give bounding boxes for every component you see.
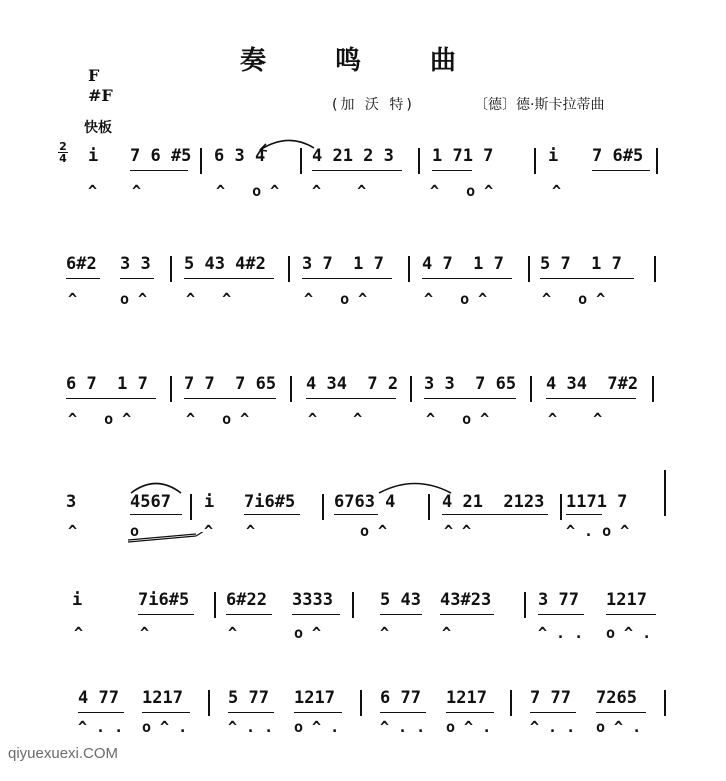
articulation-mark: ^ [68,290,78,308]
bar-line [410,376,412,402]
articulation-mark: ^ [68,522,78,540]
beam-line [540,278,634,279]
note-group: 7 77 [530,688,571,708]
beam-line [380,712,426,713]
beam-line [302,278,392,279]
key-signature-line-2: #F [88,86,113,105]
bar-line [534,148,536,174]
note-group: i [548,146,559,166]
beam-line [424,398,516,399]
articulation-mark: o ^ . [596,718,642,736]
bar-line [200,148,202,174]
articulation-mark: o ^ . [606,624,652,642]
bar-line [510,690,512,716]
articulation-mark: ^ . . [530,718,576,736]
bar-line [288,256,290,282]
note-group: i [72,590,83,610]
bar-line [408,256,410,282]
beam-line [120,278,154,279]
beam-line [292,614,340,615]
note-group: 7 6#5 [592,146,644,166]
note-group: i [88,146,99,166]
note-group: 3 7 1 7 [302,254,384,274]
articulation-mark: ^ [204,522,214,540]
beam-line [566,514,602,515]
note-group: 1217 [142,688,183,708]
slur-mark [258,134,318,154]
bar-line [664,470,666,516]
note-group: 5 43 4#2 [184,254,266,274]
articulation-mark: ^ . o ^ [566,522,630,540]
piece-title: 奏 鸣 曲 [239,46,487,76]
glissando-line [126,532,216,546]
articulation-mark: ^ [228,624,238,642]
beam-line [442,514,548,515]
bar-line [428,494,430,520]
note-group: 4 34 7#2 [546,374,639,394]
note-group: 6 3 4 [214,146,266,166]
bar-line [664,690,666,716]
note-group: 7i6#5 [244,492,296,512]
bar-line [360,690,362,716]
bar-line [170,376,172,402]
beam-line [130,170,188,171]
articulation-mark: ^ o ^ [424,290,488,308]
note-group: 7 6 #5 [130,146,192,166]
beam-line [312,170,402,171]
articulation-mark: o ^ [120,290,148,308]
beam-line [432,170,472,171]
articulation-mark: ^ [88,182,98,200]
articulation-mark: ^ [132,182,142,200]
bar-line [322,494,324,520]
note-group: 6763 4 [334,492,396,512]
articulation-mark: ^ ^ [308,410,363,428]
note-group: 43#23 [440,590,492,610]
bar-line [654,256,656,282]
slur-mark [128,478,184,496]
note-group: 4567 [130,492,171,512]
time-signature-bottom: 4 [59,152,67,165]
note-group: 1217 [294,688,335,708]
beam-line [184,398,276,399]
articulation-mark: o ^ . [294,718,340,736]
note-group: 5 7 1 7 [540,254,622,274]
beam-line [422,278,512,279]
bar-line [290,376,292,402]
bar-line [418,148,420,174]
note-group: 5 77 [228,688,269,708]
bar-line [190,494,192,520]
bar-line [652,376,654,402]
beam-line [78,712,124,713]
tempo-marking: 快板 [84,120,112,136]
note-group: 4 77 [78,688,119,708]
articulation-mark: o ^ [294,624,322,642]
beam-line [226,614,272,615]
beam-line [446,712,494,713]
beam-line [66,398,156,399]
note-group: 4 21 2123 [442,492,545,512]
beam-line [596,712,646,713]
articulation-mark: ^ o ^ [68,410,132,428]
beam-line [334,514,378,515]
articulation-mark: ^ o ^ [430,182,494,200]
beam-line [66,278,100,279]
note-group: 5 43 [380,590,421,610]
bar-line [208,690,210,716]
articulation-mark: ^ o ^ [304,290,368,308]
note-group: 4 7 1 7 [422,254,504,274]
note-group: 3 [66,492,77,512]
note-group: 7265 [596,688,637,708]
note-group: 6#22 [226,590,267,610]
bar-line [524,592,526,618]
slur-mark [376,478,454,496]
time-signature [58,141,68,164]
note-group: 7i6#5 [138,590,190,610]
beam-line [546,398,636,399]
articulation-mark: ^ [552,182,562,200]
beam-line [142,712,190,713]
note-group: 1217 [446,688,487,708]
note-group: 1 71 7 [432,146,494,166]
note-group: 7 7 7 65 [184,374,277,394]
articulation-mark: o ^ . [446,718,492,736]
bar-line [560,494,562,520]
articulation-mark: ^ [140,624,150,642]
articulation-mark: ^ o ^ [216,182,280,200]
articulation-mark: ^ . . [538,624,584,642]
note-group: 6 7 1 7 [66,374,148,394]
note-group: 6 77 [380,688,421,708]
articulation-mark: ^ [442,624,452,642]
key-signature-line-1: F [88,66,100,85]
articulation-mark: ^ o ^ [186,410,250,428]
composer-credit: 〔德〕德·斯卡拉蒂曲 [474,97,605,113]
beam-line [530,712,576,713]
note-group: 1217 [606,590,647,610]
articulation-mark: ^ . . [78,718,124,736]
note-group: 4 34 7 2 [306,374,399,394]
articulation-mark: ^ ^ [444,522,472,540]
time-signature-top: 2 [59,140,67,153]
bar-line [656,148,658,174]
articulation-mark: ^ . . [228,718,274,736]
beam-line [592,170,650,171]
note-group: i [204,492,215,512]
articulation-mark: ^ [246,522,256,540]
bar-line [170,256,172,282]
beam-line [538,614,584,615]
note-group: 3333 [292,590,333,610]
beam-line [380,614,422,615]
subtitle: (加 沃 特) [332,97,415,113]
bar-line [352,592,354,618]
articulation-mark: ^ . . [380,718,426,736]
beam-line [294,712,342,713]
articulation-mark: ^ o ^ [426,410,490,428]
note-group: 6#2 [66,254,97,274]
beam-line [228,712,274,713]
beam-line [606,614,656,615]
articulation-mark: o ^ [360,522,388,540]
note-group: 1171 7 [566,492,628,512]
note-group: 3 3 [120,254,151,274]
articulation-mark: ^ ^ [186,290,232,308]
beam-line [130,514,182,515]
beam-line [306,398,396,399]
articulation-mark: o ^ . [142,718,188,736]
site-watermark: qiyuexuexi.COM [8,745,119,762]
articulation-mark: ^ ^ [548,410,603,428]
note-group: 3 77 [538,590,579,610]
articulation-mark: ^ [380,624,390,642]
articulation-mark: ^ [74,624,84,642]
beam-line [440,614,494,615]
articulation-mark: ^ ^ [312,182,367,200]
bar-line [528,256,530,282]
note-group: 3 3 7 65 [424,374,517,394]
beam-line [244,514,300,515]
beam-line [138,614,194,615]
bar-line [214,592,216,618]
beam-line [184,278,274,279]
note-group: 4 21 2 3 [312,146,394,166]
articulation-mark: o [130,522,140,540]
bar-line [530,376,532,402]
articulation-mark: ^ o ^ [542,290,606,308]
